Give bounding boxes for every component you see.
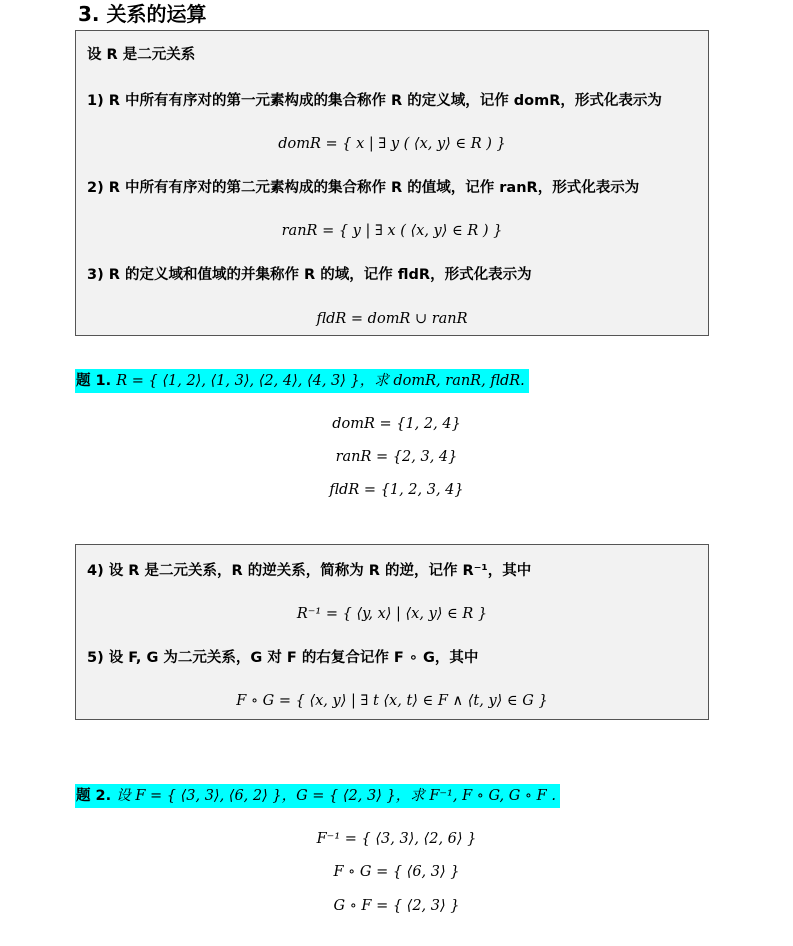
formula-field: fldR = domR ∪ ranR <box>316 311 468 327</box>
answer-2-g-compose-f: G ∘ F = { ⟨2, 3⟩ } <box>333 898 460 914</box>
definition-box-1 <box>75 30 709 336</box>
answer-1-range: ranR = {2, 3, 4} <box>335 449 458 465</box>
definition-item-5: 5) 设 F, G 为二元关系，G 对 F 的右复合记作 F ∘ G，其中 <box>87 650 479 666</box>
definition-item-1: 1) R 中所有有序对的第一元素构成的集合称作 R 的定义域，记作 domR，形式化表示为 <box>87 93 662 109</box>
definition-item-2: 2) R 中所有有序对的第二元素构成的集合称作 R 的值域，记作 ranR，形式化表示为 <box>87 180 640 196</box>
problem-2-text: 设 F = { ⟨3, 3⟩, ⟨6, 2⟩ }，G = { ⟨2, 3⟩ }，求 F⁻¹, F ∘ G, G ∘ F . <box>116 788 556 804</box>
answer-1-domain: domR = {1, 2, 4} <box>332 416 461 432</box>
intro-line: 设 R 是二元关系 <box>87 47 196 63</box>
formula-inverse: R⁻¹ = { ⟨y, x⟩ | ⟨x, y⟩ ∈ R } <box>296 606 488 622</box>
answer-1-field: fldR = {1, 2, 3, 4} <box>329 482 464 498</box>
definition-box-2 <box>75 544 709 720</box>
answer-2-f-compose-g: F ∘ G = { ⟨6, 3⟩ } <box>333 864 460 880</box>
problem-2-label: 题 2. <box>76 788 112 804</box>
answer-2-inverse: F⁻¹ = { ⟨3, 3⟩, ⟨2, 6⟩ } <box>316 831 477 847</box>
definition-item-3: 3) R 的定义域和值域的并集称作 R 的域，记作 fldR，形式化表示为 <box>87 267 532 283</box>
definition-item-4: 4) 设 R 是二元关系，R 的逆关系，简称为 R 的逆，记作 R⁻¹，其中 <box>87 563 532 579</box>
problem-1 <box>75 369 529 393</box>
formula-range: ranR = { y | ∃ x ( ⟨x, y⟩ ∈ R ) } <box>281 223 503 239</box>
problem-1-label: 题 1. <box>76 373 112 389</box>
problem-1-text: R = { ⟨1, 2⟩, ⟨1, 3⟩, ⟨2, 4⟩, ⟨4, 3⟩ }，求 domR, ranR, fldR. <box>116 373 525 389</box>
formula-domain: domR = { x | ∃ y ( ⟨x, y⟩ ∈ R ) } <box>278 136 506 152</box>
formula-composition: F ∘ G = { ⟨x, y⟩ | ∃ t ⟨x, t⟩ ∈ F ∧ ⟨t, y⟩ ∈ G } <box>236 693 548 709</box>
problem-2 <box>75 784 560 808</box>
section-heading: 3. 关系的运算 <box>78 2 207 26</box>
